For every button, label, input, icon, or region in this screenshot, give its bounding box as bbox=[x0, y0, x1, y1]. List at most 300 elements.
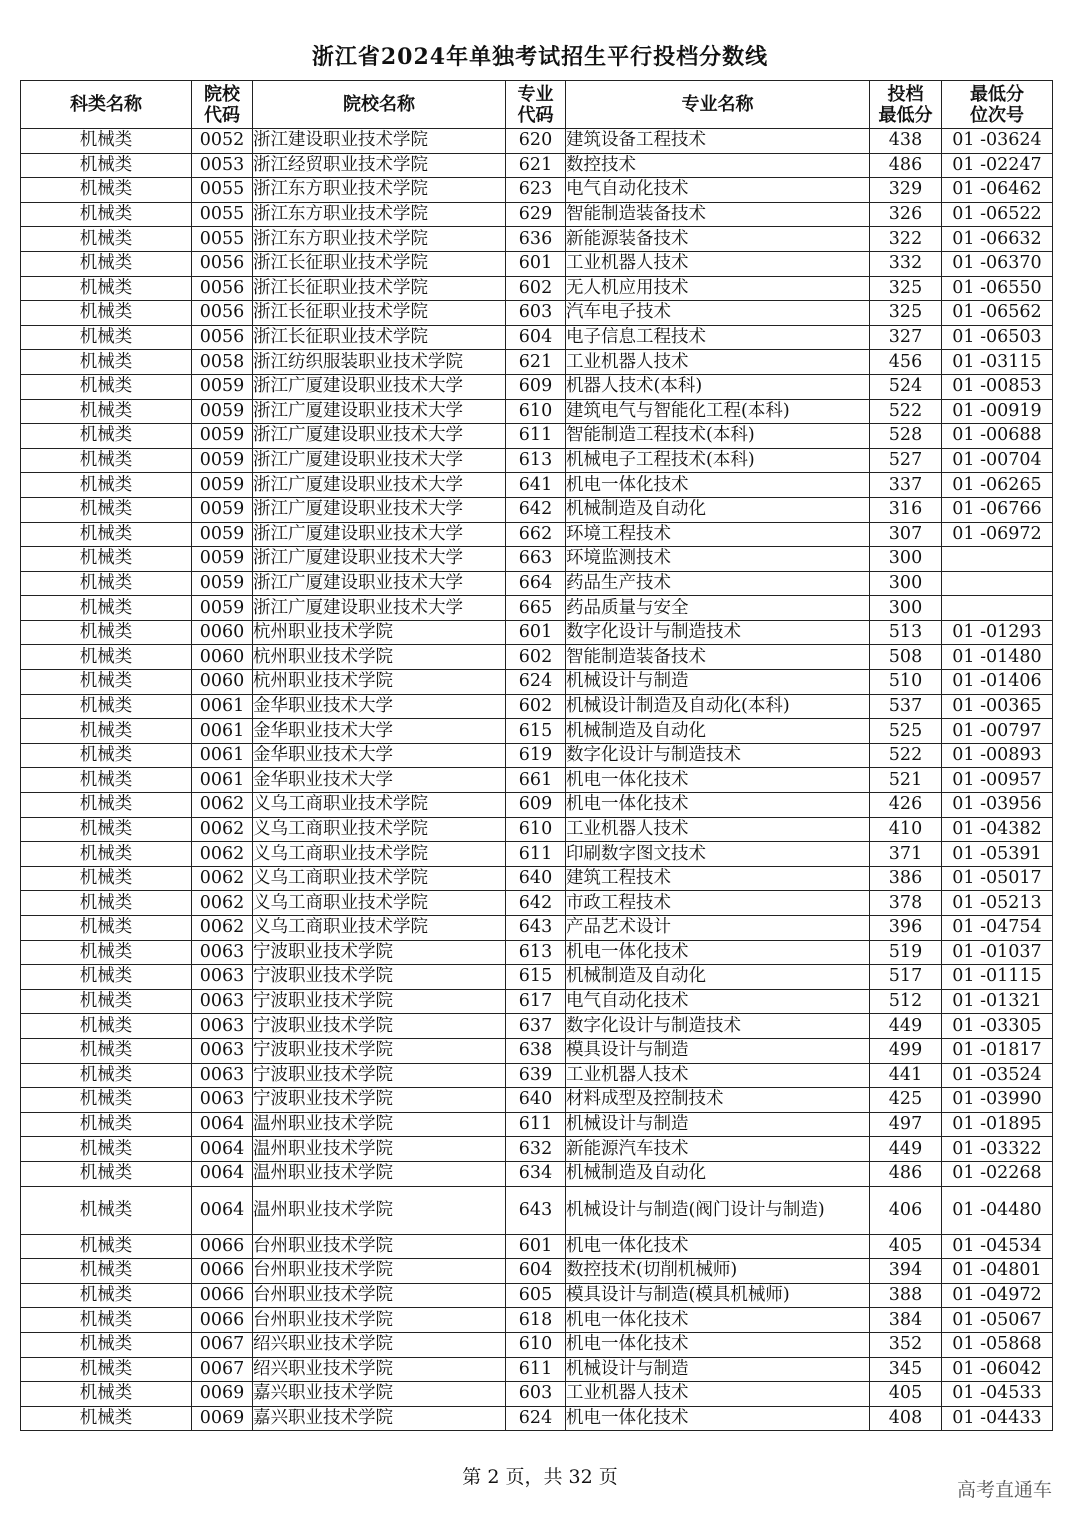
cell-major-code: 624 bbox=[506, 670, 566, 695]
cell-school-name: 浙江东方职业技术学院 bbox=[253, 178, 506, 203]
cell-school-name: 义乌工商职业技术学院 bbox=[253, 842, 506, 867]
cell-major-code: 619 bbox=[506, 743, 566, 768]
cell-school-name: 义乌工商职业技术学院 bbox=[253, 916, 506, 941]
cell-major-name: 数控技术(切削机械师) bbox=[566, 1259, 870, 1284]
cell-min-rank: 01 -06042 bbox=[942, 1357, 1053, 1382]
cell-min-rank: 01 -00893 bbox=[942, 743, 1053, 768]
cell-category: 机械类 bbox=[21, 743, 192, 768]
cell-school-name: 宁波职业技术学院 bbox=[253, 1063, 506, 1088]
cell-category: 机械类 bbox=[21, 1308, 192, 1333]
cell-min-score: 527 bbox=[870, 448, 942, 473]
cell-major-code: 617 bbox=[506, 989, 566, 1014]
cell-school-name: 温州职业技术学院 bbox=[253, 1137, 506, 1162]
table-row bbox=[21, 276, 1053, 301]
cell-min-rank bbox=[942, 547, 1053, 572]
cell-major-name: 机械制造及自动化 bbox=[566, 497, 870, 522]
cell-min-score: 300 bbox=[870, 571, 942, 596]
cell-major-code: 611 bbox=[506, 424, 566, 449]
cell-min-score: 497 bbox=[870, 1112, 942, 1137]
cell-school-code: 0064 bbox=[192, 1161, 253, 1186]
cell-school-name: 浙江广厦建设职业技术大学 bbox=[253, 399, 506, 424]
cell-major-name: 机电一体化技术 bbox=[566, 940, 870, 965]
cell-category: 机械类 bbox=[21, 547, 192, 572]
table-row bbox=[21, 817, 1053, 842]
cell-min-score: 512 bbox=[870, 989, 942, 1014]
cell-min-rank: 01 -00704 bbox=[942, 448, 1053, 473]
cell-major-code: 611 bbox=[506, 1357, 566, 1382]
cell-school-code: 0056 bbox=[192, 301, 253, 326]
table-row bbox=[21, 1406, 1053, 1431]
cell-school-code: 0061 bbox=[192, 694, 253, 719]
cell-min-rank: 01 -00957 bbox=[942, 768, 1053, 793]
cell-school-code: 0063 bbox=[192, 1038, 253, 1063]
table-row bbox=[21, 1137, 1053, 1162]
cell-school-code: 0060 bbox=[192, 645, 253, 670]
table-row bbox=[21, 891, 1053, 916]
cell-school-name: 宁波职业技术学院 bbox=[253, 965, 506, 990]
cell-major-name: 材料成型及控制技术 bbox=[566, 1088, 870, 1113]
cell-major-name: 建筑设备工程技术 bbox=[566, 129, 870, 154]
cell-major-code: 643 bbox=[506, 1186, 566, 1234]
cell-min-score: 388 bbox=[870, 1283, 942, 1308]
cell-major-name: 机电一体化技术 bbox=[566, 1234, 870, 1259]
cell-min-rank bbox=[942, 571, 1053, 596]
table-row bbox=[21, 227, 1053, 252]
cell-min-rank: 01 -03115 bbox=[942, 350, 1053, 375]
cell-min-rank: 01 -04480 bbox=[942, 1186, 1053, 1234]
cell-school-name: 杭州职业技术学院 bbox=[253, 670, 506, 695]
cell-major-name: 工业机器人技术 bbox=[566, 251, 870, 276]
cell-min-rank: 01 -06972 bbox=[942, 522, 1053, 547]
cell-major-code: 601 bbox=[506, 620, 566, 645]
table-row bbox=[21, 1259, 1053, 1284]
cell-major-code: 624 bbox=[506, 1406, 566, 1431]
score-table bbox=[20, 80, 1053, 1431]
cell-major-name: 机电一体化技术 bbox=[566, 768, 870, 793]
header-line: 代码 bbox=[517, 104, 554, 126]
table-row bbox=[21, 251, 1053, 276]
cell-min-score: 329 bbox=[870, 178, 942, 203]
cell-major-name: 数字化设计与制造技术 bbox=[566, 743, 870, 768]
cell-category: 机械类 bbox=[21, 670, 192, 695]
cell-category: 机械类 bbox=[21, 251, 192, 276]
cell-school-code: 0055 bbox=[192, 227, 253, 252]
header-line: 最低分 bbox=[878, 104, 933, 126]
cell-school-name: 温州职业技术学院 bbox=[253, 1186, 506, 1234]
cell-school-name: 浙江东方职业技术学院 bbox=[253, 227, 506, 252]
cell-school-code: 0063 bbox=[192, 965, 253, 990]
cell-school-code: 0062 bbox=[192, 916, 253, 941]
cell-major-code: 643 bbox=[506, 916, 566, 941]
header-min-score bbox=[870, 81, 942, 129]
cell-school-name: 浙江长征职业技术学院 bbox=[253, 325, 506, 350]
cell-school-name: 宁波职业技术学院 bbox=[253, 1038, 506, 1063]
header-school-name: 院校名称 bbox=[253, 81, 506, 129]
header-min-rank bbox=[942, 81, 1053, 129]
cell-min-score: 486 bbox=[870, 1161, 942, 1186]
cell-major-code: 610 bbox=[506, 1332, 566, 1357]
cell-major-name: 数字化设计与制造技术 bbox=[566, 1014, 870, 1039]
cell-min-score: 352 bbox=[870, 1332, 942, 1357]
cell-school-code: 0060 bbox=[192, 620, 253, 645]
cell-category: 机械类 bbox=[21, 916, 192, 941]
cell-school-name: 嘉兴职业技术学院 bbox=[253, 1382, 506, 1407]
cell-major-name: 市政工程技术 bbox=[566, 891, 870, 916]
table-row bbox=[21, 596, 1053, 621]
cell-school-name: 浙江广厦建设职业技术大学 bbox=[253, 522, 506, 547]
cell-school-code: 0066 bbox=[192, 1234, 253, 1259]
table-row bbox=[21, 571, 1053, 596]
cell-major-code: 609 bbox=[506, 793, 566, 818]
cell-school-name: 杭州职业技术学院 bbox=[253, 620, 506, 645]
cell-category: 机械类 bbox=[21, 473, 192, 498]
cell-school-name: 温州职业技术学院 bbox=[253, 1161, 506, 1186]
header-major-code bbox=[506, 81, 566, 129]
cell-school-code: 0062 bbox=[192, 817, 253, 842]
table-row bbox=[21, 325, 1053, 350]
cell-major-name: 机电一体化技术 bbox=[566, 1332, 870, 1357]
cell-school-name: 浙江纺织服装职业技术学院 bbox=[253, 350, 506, 375]
cell-major-code: 632 bbox=[506, 1137, 566, 1162]
cell-min-score: 384 bbox=[870, 1308, 942, 1333]
cell-min-score: 345 bbox=[870, 1357, 942, 1382]
table-row bbox=[21, 1357, 1053, 1382]
table-body bbox=[21, 129, 1053, 1431]
cell-category: 机械类 bbox=[21, 497, 192, 522]
cell-major-name: 印刷数字图文技术 bbox=[566, 842, 870, 867]
cell-school-code: 0067 bbox=[192, 1332, 253, 1357]
cell-category: 机械类 bbox=[21, 1259, 192, 1284]
cell-major-name: 数控技术 bbox=[566, 153, 870, 178]
table-row bbox=[21, 1161, 1053, 1186]
cell-school-name: 温州职业技术学院 bbox=[253, 1112, 506, 1137]
cell-min-score: 325 bbox=[870, 276, 942, 301]
cell-major-name: 建筑电气与智能化工程(本科) bbox=[566, 399, 870, 424]
cell-major-name: 智能制造工程技术(本科) bbox=[566, 424, 870, 449]
cell-major-code: 637 bbox=[506, 1014, 566, 1039]
cell-min-score: 307 bbox=[870, 522, 942, 547]
table-row bbox=[21, 350, 1053, 375]
cell-category: 机械类 bbox=[21, 1038, 192, 1063]
table-row bbox=[21, 129, 1053, 154]
cell-min-rank: 01 -05391 bbox=[942, 842, 1053, 867]
cell-min-score: 522 bbox=[870, 399, 942, 424]
cell-school-name: 浙江广厦建设职业技术大学 bbox=[253, 571, 506, 596]
table-row bbox=[21, 670, 1053, 695]
cell-min-score: 449 bbox=[870, 1014, 942, 1039]
cell-school-code: 0059 bbox=[192, 399, 253, 424]
cell-min-score: 325 bbox=[870, 301, 942, 326]
cell-school-code: 0059 bbox=[192, 448, 253, 473]
cell-school-code: 0059 bbox=[192, 424, 253, 449]
cell-major-code: 623 bbox=[506, 178, 566, 203]
cell-min-rank: 01 -02247 bbox=[942, 153, 1053, 178]
cell-category: 机械类 bbox=[21, 940, 192, 965]
cell-category: 机械类 bbox=[21, 571, 192, 596]
cell-school-code: 0067 bbox=[192, 1357, 253, 1382]
cell-school-name: 义乌工商职业技术学院 bbox=[253, 817, 506, 842]
cell-major-name: 环境监测技术 bbox=[566, 547, 870, 572]
cell-school-name: 浙江广厦建设职业技术大学 bbox=[253, 596, 506, 621]
cell-min-score: 332 bbox=[870, 251, 942, 276]
cell-min-score: 522 bbox=[870, 743, 942, 768]
cell-major-name: 汽车电子技术 bbox=[566, 301, 870, 326]
cell-category: 机械类 bbox=[21, 1283, 192, 1308]
cell-min-rank: 01 -06503 bbox=[942, 325, 1053, 350]
cell-min-rank: 01 -01115 bbox=[942, 965, 1053, 990]
cell-category: 机械类 bbox=[21, 129, 192, 154]
table-row bbox=[21, 793, 1053, 818]
cell-min-rank: 01 -05017 bbox=[942, 866, 1053, 891]
cell-major-name: 机电一体化技术 bbox=[566, 473, 870, 498]
cell-min-rank: 01 -01895 bbox=[942, 1112, 1053, 1137]
cell-school-name: 嘉兴职业技术学院 bbox=[253, 1406, 506, 1431]
cell-min-score: 524 bbox=[870, 374, 942, 399]
cell-major-name: 工业机器人技术 bbox=[566, 1382, 870, 1407]
cell-min-score: 510 bbox=[870, 670, 942, 695]
cell-category: 机械类 bbox=[21, 202, 192, 227]
cell-school-code: 0062 bbox=[192, 842, 253, 867]
cell-min-rank: 01 -03322 bbox=[942, 1137, 1053, 1162]
cell-major-name: 新能源装备技术 bbox=[566, 227, 870, 252]
cell-min-rank: 01 -02268 bbox=[942, 1161, 1053, 1186]
cell-major-name: 智能制造装备技术 bbox=[566, 645, 870, 670]
cell-major-code: 662 bbox=[506, 522, 566, 547]
cell-major-name: 模具设计与制造 bbox=[566, 1038, 870, 1063]
table-row bbox=[21, 866, 1053, 891]
cell-school-name: 金华职业技术大学 bbox=[253, 694, 506, 719]
table-row bbox=[21, 940, 1053, 965]
cell-school-code: 0063 bbox=[192, 989, 253, 1014]
cell-major-code: 615 bbox=[506, 965, 566, 990]
cell-category: 机械类 bbox=[21, 1234, 192, 1259]
cell-min-score: 525 bbox=[870, 719, 942, 744]
cell-category: 机械类 bbox=[21, 1014, 192, 1039]
cell-school-name: 浙江广厦建设职业技术大学 bbox=[253, 448, 506, 473]
cell-min-rank: 01 -03305 bbox=[942, 1014, 1053, 1039]
page-title: 浙江省2024年单独考试招生平行投档分数线 bbox=[311, 44, 769, 70]
cell-min-rank: 01 -04801 bbox=[942, 1259, 1053, 1284]
cell-category: 机械类 bbox=[21, 227, 192, 252]
table-row bbox=[21, 497, 1053, 522]
cell-major-name: 电气自动化技术 bbox=[566, 178, 870, 203]
cell-school-code: 0063 bbox=[192, 1088, 253, 1113]
cell-min-score: 425 bbox=[870, 1088, 942, 1113]
cell-major-name: 新能源汽车技术 bbox=[566, 1137, 870, 1162]
cell-major-name: 数字化设计与制造技术 bbox=[566, 620, 870, 645]
cell-school-code: 0066 bbox=[192, 1283, 253, 1308]
cell-school-code: 0052 bbox=[192, 129, 253, 154]
header-line: 代码 bbox=[204, 104, 240, 126]
cell-major-code: 604 bbox=[506, 325, 566, 350]
cell-min-score: 396 bbox=[870, 916, 942, 941]
cell-school-name: 台州职业技术学院 bbox=[253, 1259, 506, 1284]
cell-major-code: 621 bbox=[506, 350, 566, 375]
cell-school-name: 浙江广厦建设职业技术大学 bbox=[253, 547, 506, 572]
cell-min-score: 327 bbox=[870, 325, 942, 350]
cell-major-code: 629 bbox=[506, 202, 566, 227]
table-row bbox=[21, 202, 1053, 227]
cell-min-score: 300 bbox=[870, 596, 942, 621]
cell-major-code: 603 bbox=[506, 1382, 566, 1407]
table-row bbox=[21, 645, 1053, 670]
cell-category: 机械类 bbox=[21, 374, 192, 399]
cell-category: 机械类 bbox=[21, 325, 192, 350]
cell-major-name: 机械制造及自动化 bbox=[566, 1161, 870, 1186]
table-row bbox=[21, 965, 1053, 990]
cell-min-rank: 01 -01037 bbox=[942, 940, 1053, 965]
cell-school-code: 0064 bbox=[192, 1137, 253, 1162]
cell-major-name: 产品艺术设计 bbox=[566, 916, 870, 941]
cell-school-name: 杭州职业技术学院 bbox=[253, 645, 506, 670]
cell-min-score: 519 bbox=[870, 940, 942, 965]
cell-major-name: 电子信息工程技术 bbox=[566, 325, 870, 350]
cell-major-name: 机械设计与制造 bbox=[566, 1112, 870, 1137]
cell-school-code: 0059 bbox=[192, 374, 253, 399]
cell-category: 机械类 bbox=[21, 399, 192, 424]
cell-category: 机械类 bbox=[21, 448, 192, 473]
cell-major-code: 665 bbox=[506, 596, 566, 621]
cell-major-name: 工业机器人技术 bbox=[566, 1063, 870, 1088]
table-row bbox=[21, 1088, 1053, 1113]
cell-major-name: 机电一体化技术 bbox=[566, 1406, 870, 1431]
cell-min-rank: 01 -06522 bbox=[942, 202, 1053, 227]
cell-min-score: 316 bbox=[870, 497, 942, 522]
cell-school-name: 浙江经贸职业技术学院 bbox=[253, 153, 506, 178]
cell-min-rank: 01 -06550 bbox=[942, 276, 1053, 301]
table-row bbox=[21, 743, 1053, 768]
table-row bbox=[21, 473, 1053, 498]
cell-major-name: 电气自动化技术 bbox=[566, 989, 870, 1014]
cell-school-name: 浙江东方职业技术学院 bbox=[253, 202, 506, 227]
cell-school-name: 金华职业技术大学 bbox=[253, 743, 506, 768]
cell-category: 机械类 bbox=[21, 178, 192, 203]
cell-major-code: 620 bbox=[506, 129, 566, 154]
cell-school-code: 0058 bbox=[192, 350, 253, 375]
cell-category: 机械类 bbox=[21, 596, 192, 621]
cell-school-name: 浙江长征职业技术学院 bbox=[253, 276, 506, 301]
cell-school-code: 0062 bbox=[192, 891, 253, 916]
cell-major-code: 602 bbox=[506, 645, 566, 670]
table-row bbox=[21, 1308, 1053, 1333]
cell-category: 机械类 bbox=[21, 1186, 192, 1234]
cell-major-code: 603 bbox=[506, 301, 566, 326]
table-row bbox=[21, 719, 1053, 744]
table-row bbox=[21, 1112, 1053, 1137]
cell-major-name: 机电一体化技术 bbox=[566, 793, 870, 818]
cell-category: 机械类 bbox=[21, 866, 192, 891]
cell-min-rank: 01 -06462 bbox=[942, 178, 1053, 203]
cell-school-name: 义乌工商职业技术学院 bbox=[253, 891, 506, 916]
cell-school-name: 宁波职业技术学院 bbox=[253, 1014, 506, 1039]
cell-major-code: 634 bbox=[506, 1161, 566, 1186]
cell-major-name: 机器人技术(本科) bbox=[566, 374, 870, 399]
cell-major-code: 621 bbox=[506, 153, 566, 178]
cell-min-rank: 01 -03990 bbox=[942, 1088, 1053, 1113]
cell-school-name: 义乌工商职业技术学院 bbox=[253, 866, 506, 891]
table-row bbox=[21, 301, 1053, 326]
cell-school-code: 0059 bbox=[192, 473, 253, 498]
cell-min-rank bbox=[942, 596, 1053, 621]
cell-min-score: 394 bbox=[870, 1259, 942, 1284]
cell-school-name: 浙江建设职业技术学院 bbox=[253, 129, 506, 154]
cell-school-code: 0062 bbox=[192, 866, 253, 891]
cell-category: 机械类 bbox=[21, 989, 192, 1014]
cell-school-code: 0060 bbox=[192, 670, 253, 695]
cell-major-code: 663 bbox=[506, 547, 566, 572]
cell-min-rank: 01 -03624 bbox=[942, 129, 1053, 154]
cell-min-rank: 01 -01321 bbox=[942, 989, 1053, 1014]
cell-min-score: 337 bbox=[870, 473, 942, 498]
cell-category: 机械类 bbox=[21, 153, 192, 178]
cell-school-code: 0069 bbox=[192, 1406, 253, 1431]
cell-major-name: 建筑工程技术 bbox=[566, 866, 870, 891]
cell-min-score: 322 bbox=[870, 227, 942, 252]
cell-major-code: 604 bbox=[506, 1259, 566, 1284]
header-line: 院校 bbox=[204, 83, 240, 105]
header-category: 科类名称 bbox=[21, 81, 192, 129]
page-footer: 第 2 页，共 32 页 bbox=[462, 1466, 618, 1488]
cell-category: 机械类 bbox=[21, 1112, 192, 1137]
cell-major-name: 环境工程技术 bbox=[566, 522, 870, 547]
cell-min-rank: 01 -06265 bbox=[942, 473, 1053, 498]
cell-category: 机械类 bbox=[21, 965, 192, 990]
cell-major-code: 639 bbox=[506, 1063, 566, 1088]
cell-min-score: 517 bbox=[870, 965, 942, 990]
cell-school-code: 0066 bbox=[192, 1308, 253, 1333]
table-row bbox=[21, 768, 1053, 793]
header-line: 位次号 bbox=[970, 104, 1024, 126]
cell-min-score: 499 bbox=[870, 1038, 942, 1063]
cell-school-name: 浙江广厦建设职业技术大学 bbox=[253, 374, 506, 399]
cell-school-code: 0059 bbox=[192, 522, 253, 547]
cell-major-code: 618 bbox=[506, 1308, 566, 1333]
table-row bbox=[21, 178, 1053, 203]
cell-major-name: 机械制造及自动化 bbox=[566, 719, 870, 744]
cell-min-rank: 01 -06766 bbox=[942, 497, 1053, 522]
cell-major-code: 615 bbox=[506, 719, 566, 744]
cell-min-rank: 01 -01480 bbox=[942, 645, 1053, 670]
cell-category: 机械类 bbox=[21, 719, 192, 744]
cell-min-rank: 01 -05868 bbox=[942, 1332, 1053, 1357]
cell-school-code: 0055 bbox=[192, 178, 253, 203]
cell-school-code: 0069 bbox=[192, 1382, 253, 1407]
cell-major-code: 611 bbox=[506, 842, 566, 867]
cell-major-code: 640 bbox=[506, 866, 566, 891]
cell-category: 机械类 bbox=[21, 768, 192, 793]
cell-major-name: 工业机器人技术 bbox=[566, 350, 870, 375]
cell-major-code: 609 bbox=[506, 374, 566, 399]
cell-school-code: 0053 bbox=[192, 153, 253, 178]
cell-category: 机械类 bbox=[21, 793, 192, 818]
cell-min-rank: 01 -00365 bbox=[942, 694, 1053, 719]
cell-school-code: 0059 bbox=[192, 571, 253, 596]
cell-school-name: 浙江长征职业技术学院 bbox=[253, 301, 506, 326]
cell-category: 机械类 bbox=[21, 424, 192, 449]
table-row bbox=[21, 842, 1053, 867]
cell-school-code: 0062 bbox=[192, 793, 253, 818]
cell-min-rank: 01 -06632 bbox=[942, 227, 1053, 252]
cell-school-code: 0061 bbox=[192, 743, 253, 768]
cell-major-name: 机械设计制造及自动化(本科) bbox=[566, 694, 870, 719]
cell-school-name: 义乌工商职业技术学院 bbox=[253, 793, 506, 818]
table-row bbox=[21, 153, 1053, 178]
cell-min-rank: 01 -00797 bbox=[942, 719, 1053, 744]
cell-min-rank: 01 -04433 bbox=[942, 1406, 1053, 1431]
cell-min-score: 508 bbox=[870, 645, 942, 670]
cell-min-rank: 01 -06562 bbox=[942, 301, 1053, 326]
cell-school-code: 0063 bbox=[192, 1063, 253, 1088]
